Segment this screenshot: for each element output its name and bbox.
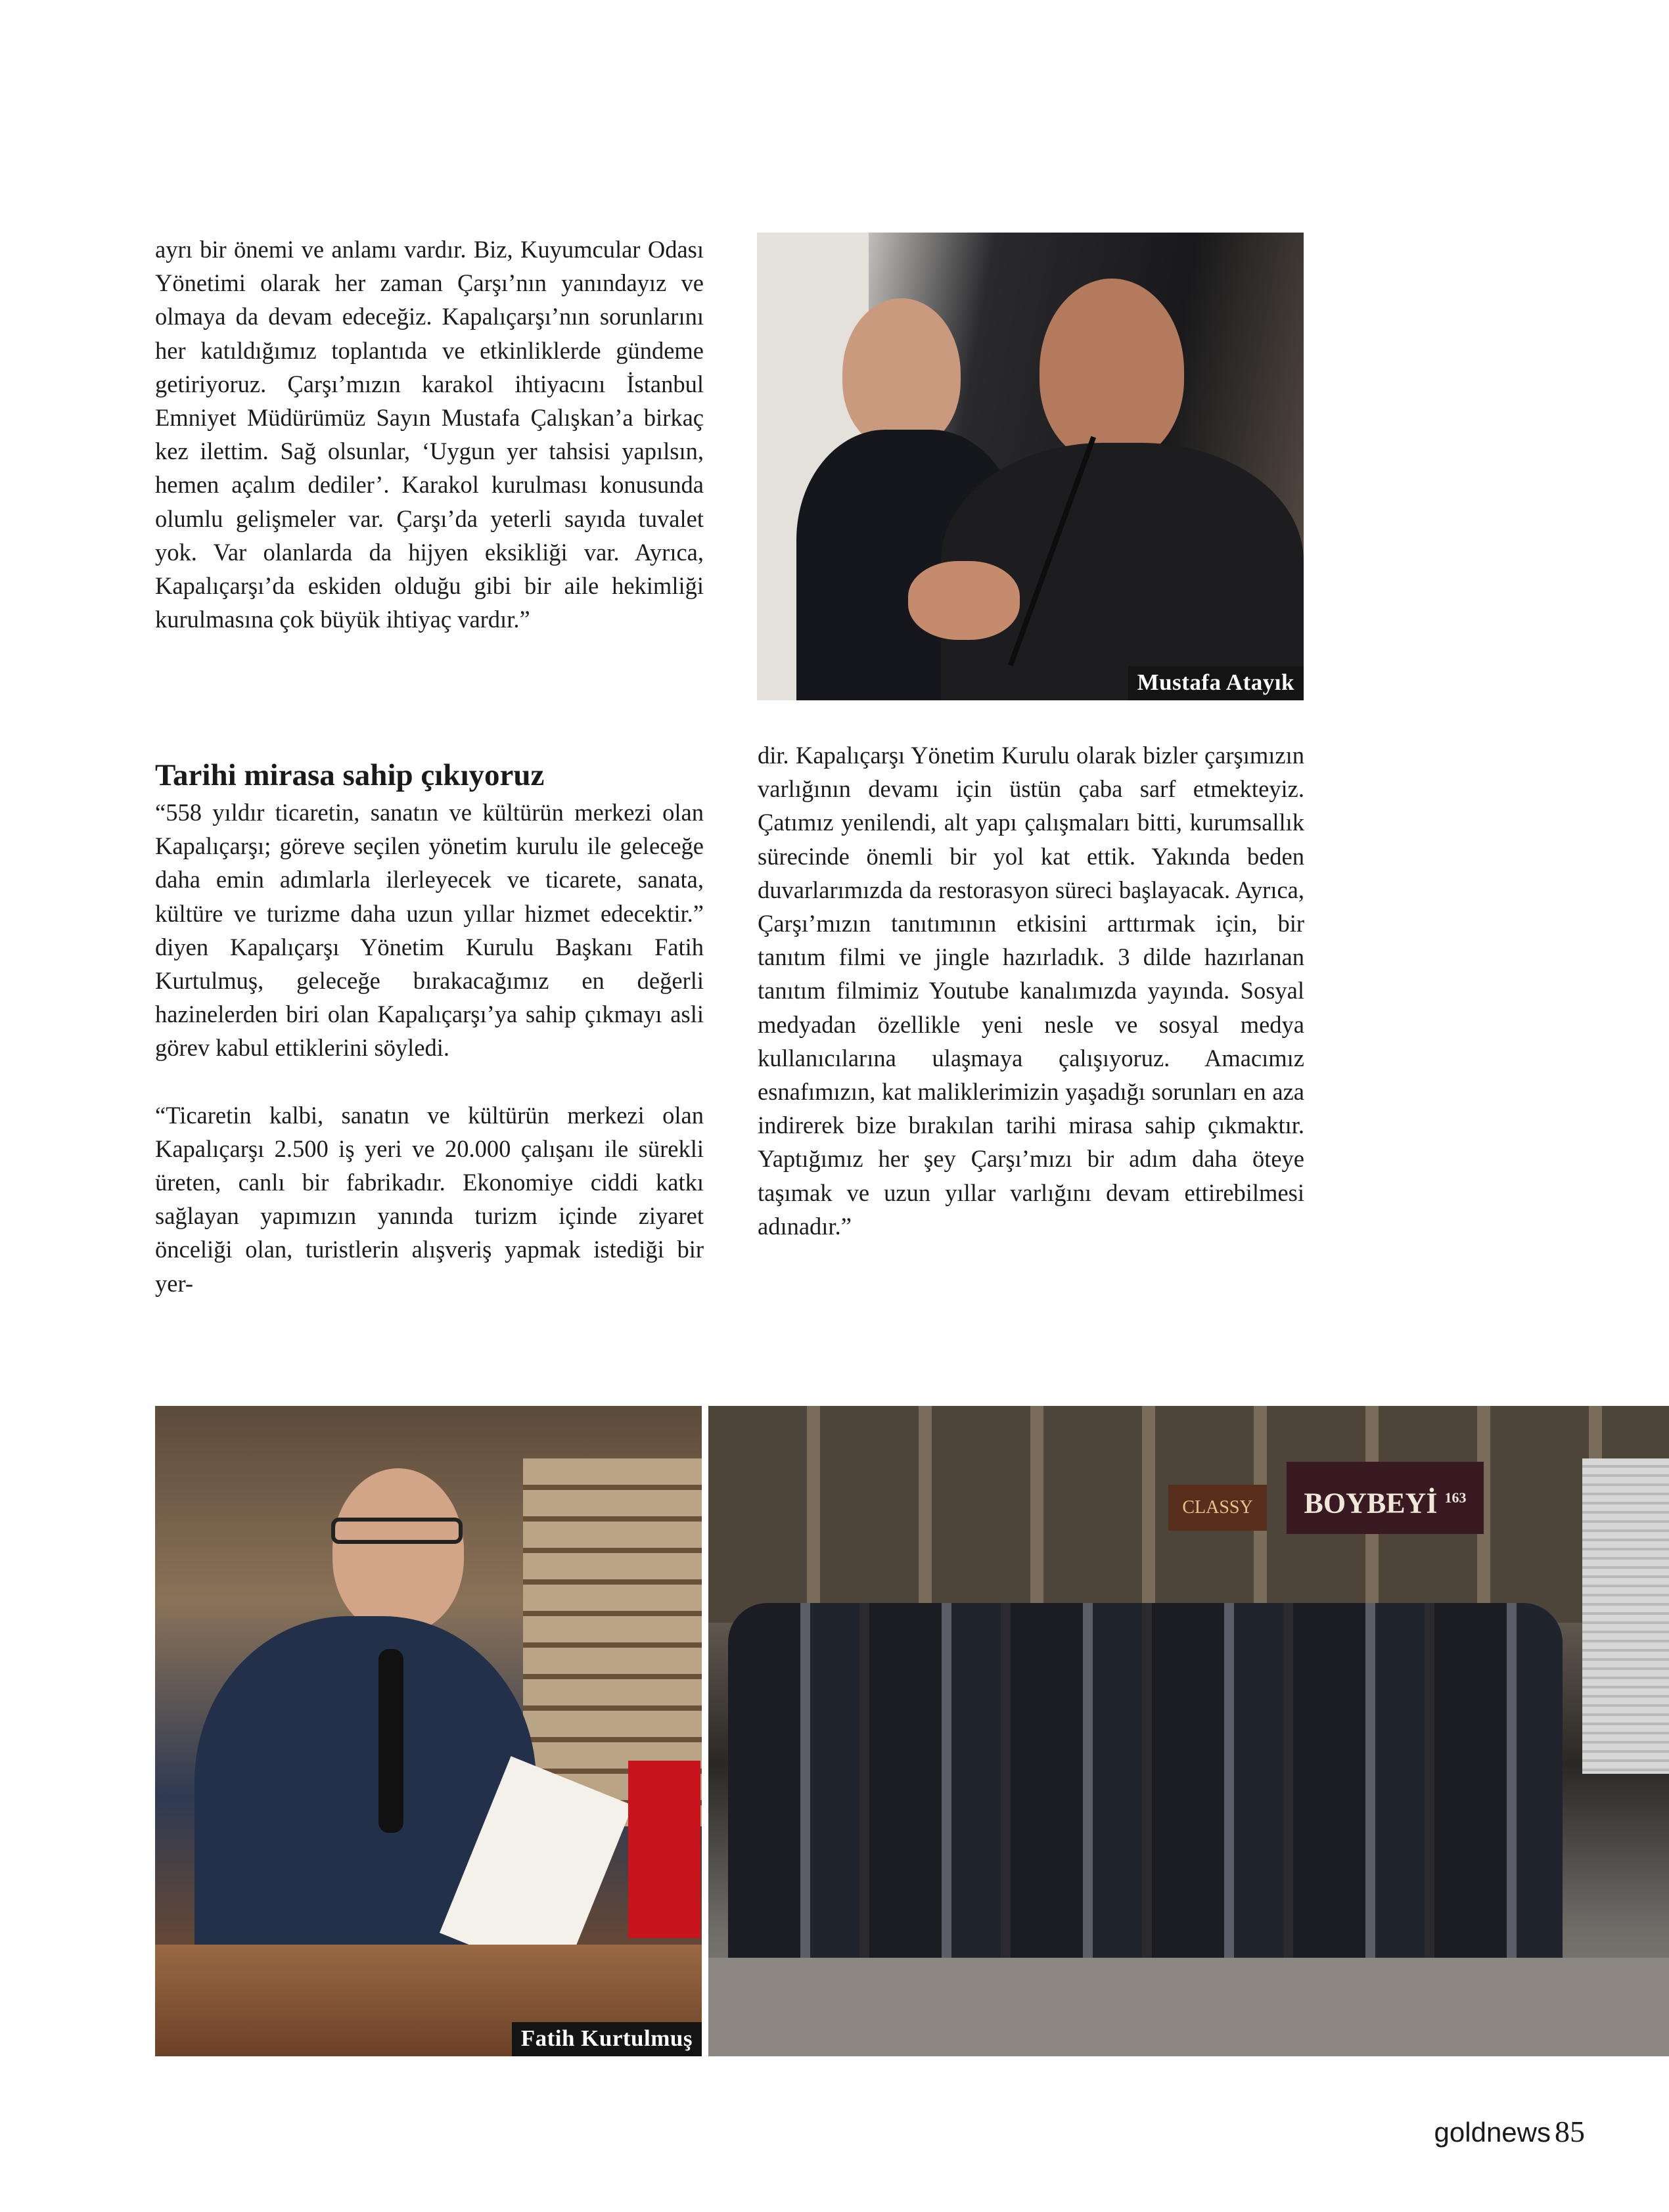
photo-shop-sign-boybeyi <box>1287 1462 1484 1534</box>
photo-caption: Fatih Kurtulmuş <box>512 2022 702 2056</box>
photo-person-left-head <box>842 298 961 449</box>
sign-boybeyi-text: BOYBEYİ <box>1304 1487 1438 1520</box>
photo-turkish-flag <box>628 1761 700 1938</box>
article-paragraph: “558 yıldır ticaretin, sanatın ve kültürün merkezi olan Kapalıçarşı; göreve seçilen yönetim kurulu ile geleceğe daha emin adımlarla ilerleyecek ve ticarete, sanata, kültüre ve turizme daha uzun yıllar hizmet edecektir.” diyen Kapalıçarşı Yönetim Kurulu Başkanı Fatih Kurtulmuş, geleceğe bırakacağımız en değerli hazinelerden biri olan Kapalıçarşı’ya sahip çıkmayı asli görev kabul ettiklerini söyledi. <box>155 799 704 1062</box>
article-paragraph: ayrı bir önemi ve anlamı vardır. Biz, Kuyumcular Odası Yönetimi olarak her zaman Çarşı’nın yanındayız ve olmaya da devam edeceğiz. Kapalıçarşı’nın sorunlarını her katıldığımız toplantıda ve etkinliklerde gündeme getiriyoruz. Çarşı’mızın karakol ihtiyacını İstanbul Emniyet Müdürümüz Sayın Mustafa Çalışkan’a birkaç kez ilettim. Sağ olsunlar, ‘Uygun yer tahsisi yapılsın, hemen açalım dediler’. Karakol kurulması konusunda olumlu gelişmeler var. Çarşı’da yeterli sayıda tuvalet yok. Var olanlarda da hijyen eksikliği var. Ayrıca, Kapalıçarşı’da eskiden olduğu gibi bir aile hekimliği kurulmasına çok büyük ihtiyaç vardır.” <box>155 236 704 633</box>
photo-speaker-microphone <box>378 1649 403 1833</box>
page-footer <box>1434 2114 1585 2149</box>
photo-hand <box>908 561 1020 640</box>
photo-fatih-kurtulmus <box>155 1406 702 2056</box>
article-paragraph: dir. Kapalıçarşı Yönetim Kurulu olarak bizler çarşımızın varlığının devamı için üstün çaba sarf etmekteyiz. Çatımız yenilendi, alt yapı çalışmaları bitti, kurumsallık sürecinde önemli bir yol kat ettik. Yakında beden duvarlarımızda da restorasyon süreci başlayacak. Ayrıca, Çarşı’mızın tanıtımının etkisini arttırmak için, bir tanıtım filmi ve jingle hazırladık. 3 dilde hazırlanan tanıtım filmimiz Youtube kanalımızda yayında. Sosyal medyadan özellikle yeni nesle ve sosyal medya kullanıcılarına ulaşmaya çalışıyoruz. Amacımız esnafımızın, kat maliklerimizin yaşadığı sorunları en aza indirerek bize bırakılan tarihi mirasa sahip çıkmaktır. Yaptığımız her şey Çarşı’mızı bir adım daha öteye taşımak ve uzun yıllar varlığını devam ettirebilmesi adınadır.” <box>758 742 1304 1240</box>
page-number: 85 <box>1555 2115 1585 2148</box>
photo-mustafa-atayik <box>757 233 1304 700</box>
sign-classy-text: CLASSY <box>1182 1497 1253 1518</box>
photo-person-right-head <box>1040 279 1184 463</box>
photo-shop-sign-classy <box>1168 1485 1267 1531</box>
photo-group-bazaar <box>708 1406 1669 2056</box>
footer-brand: goldnews <box>1434 2117 1551 2148</box>
article-paragraph: “Ticaretin kalbi, sanatın ve kültürün merkezi olan Kapalıçarşı 2.500 iş yeri ve 20.000 çalışanı ile sürekli üreten, canlı bir fabrikadır. Ekonomiye ciddi katkı sağlayan yapımızın yanında turizm içinde ziyaret önceliği olan, turistlerin alışveriş yapmak istediği bir yer- <box>155 1101 704 1297</box>
article-column-left-top <box>155 233 704 636</box>
photo-shutter <box>1582 1458 1669 1774</box>
photo-caption: Mustafa Atayık <box>1128 666 1304 700</box>
photo-people-row <box>728 1603 1563 1971</box>
section-heading: Tarihi mirasa sahip çıkıyoruz <box>155 758 545 792</box>
photo-floor <box>708 1958 1669 2056</box>
article-column-left-bottom <box>155 796 704 1300</box>
article-column-right <box>758 738 1304 1243</box>
photo-speaker-glasses <box>331 1518 463 1544</box>
photo-speaker-head <box>332 1468 464 1633</box>
sign-shop-number: 163 <box>1444 1489 1467 1506</box>
